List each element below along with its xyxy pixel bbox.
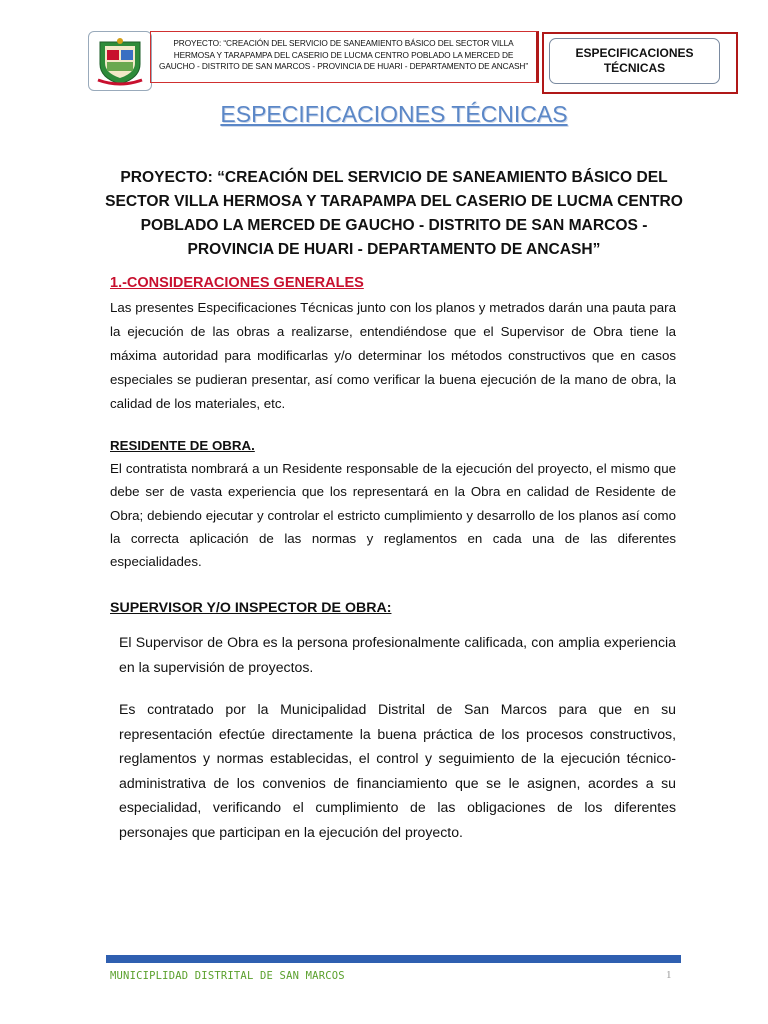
paragraph-general: Las presentes Especificaciones Técnicas junto con los planos y metrados darán una pauta para la ejecución de las obras a realizarse, entendiéndose que el Supervisor de Obra tiene la máxima autoridad para modificarlas y/o determinar los métodos constructivos que en casos especiales se pudieran presentar, así como verificar la buena ejecución de la mano de obra, la calidad de los materiales, etc.	[110, 300, 676, 411]
header-project-box	[150, 31, 539, 83]
section-heading-resident: RESIDENTE DE OBRA.	[110, 438, 255, 453]
page-title: ESPECIFICACIONES TÉCNICAS	[220, 101, 568, 127]
municipal-shield-icon	[94, 36, 146, 86]
project-title: PROYECTO: “CREACIÓN DEL SERVICIO DE SANEAMIENTO BÁSICO DEL SECTOR VILLA HERMOSA Y TARAPAMPA DEL CASERIO DE LUCMA CENTRO POBLADO LA MERCED DE GAUCHO - DISTRITO DE SAN MARCOS - PROVINCIA DE HUARI - DEPARTAMENTO DE ANCASH”	[105, 169, 683, 258]
footer-divider	[106, 955, 681, 963]
municipal-logo	[88, 31, 152, 91]
header-spec-label-box	[549, 38, 720, 84]
section-heading-supervisor: SUPERVISOR Y/O INSPECTOR DE OBRA:	[110, 600, 392, 616]
header-spec-label: ESPECIFICACIONES TÉCNICAS	[575, 46, 694, 75]
paragraph-supervisor-1: El Supervisor de Obra es la persona profesionalmente calificada, con amplia experiencia en la supervisión de proyectos.	[119, 634, 676, 675]
footer-municipality: MUNICIPLIDAD DISTRITAL DE SAN MARCOS	[110, 970, 345, 982]
paragraph-resident: El contratista nombrará a un Residente responsable de la ejecución del proyecto, el mismo que debe ser de vasta experiencia que los representará en la Obra en calidad de Residente de Obra; debiendo ejecutar y controlar el estricto cumplimiento y desarrollo de los planos así como la correcta aplicación de las normas y reglamentos en cada una de las diferentes especialidades.	[110, 461, 676, 570]
page-number: 1	[666, 969, 672, 981]
section-heading-general: 1.-CONSIDERACIONES GENERALES	[110, 275, 364, 291]
paragraph-supervisor-2: Es contratado por la Municipalidad Distrital de San Marcos para que en su representación efectúe directamente la buena práctica de los procesos constructivos, reglamentos y normas establecidas, el control y seguimiento de la ejecución técnico-administrativa de los convenios de financiamiento que se le asignen, acordes a su especialidad, verificando el cumplimiento de las obligaciones de los diferentes personajes que participan en la ejecución del proyecto.	[119, 701, 676, 840]
header-project-text: PROYECTO: “CREACIÓN DEL SERVICIO DE SANEAMIENTO BÁSICO DEL SECTOR VILLA HERMOSA Y TARAPAMPA DEL CASERIO DE LUCMA CENTRO POBLADO LA MERCED DE GAUCHO - DISTRITO DE SAN MARCOS - PROVINCIA DE HUARI - DEPARTAMENTO DE ANCASH”	[159, 38, 528, 71]
